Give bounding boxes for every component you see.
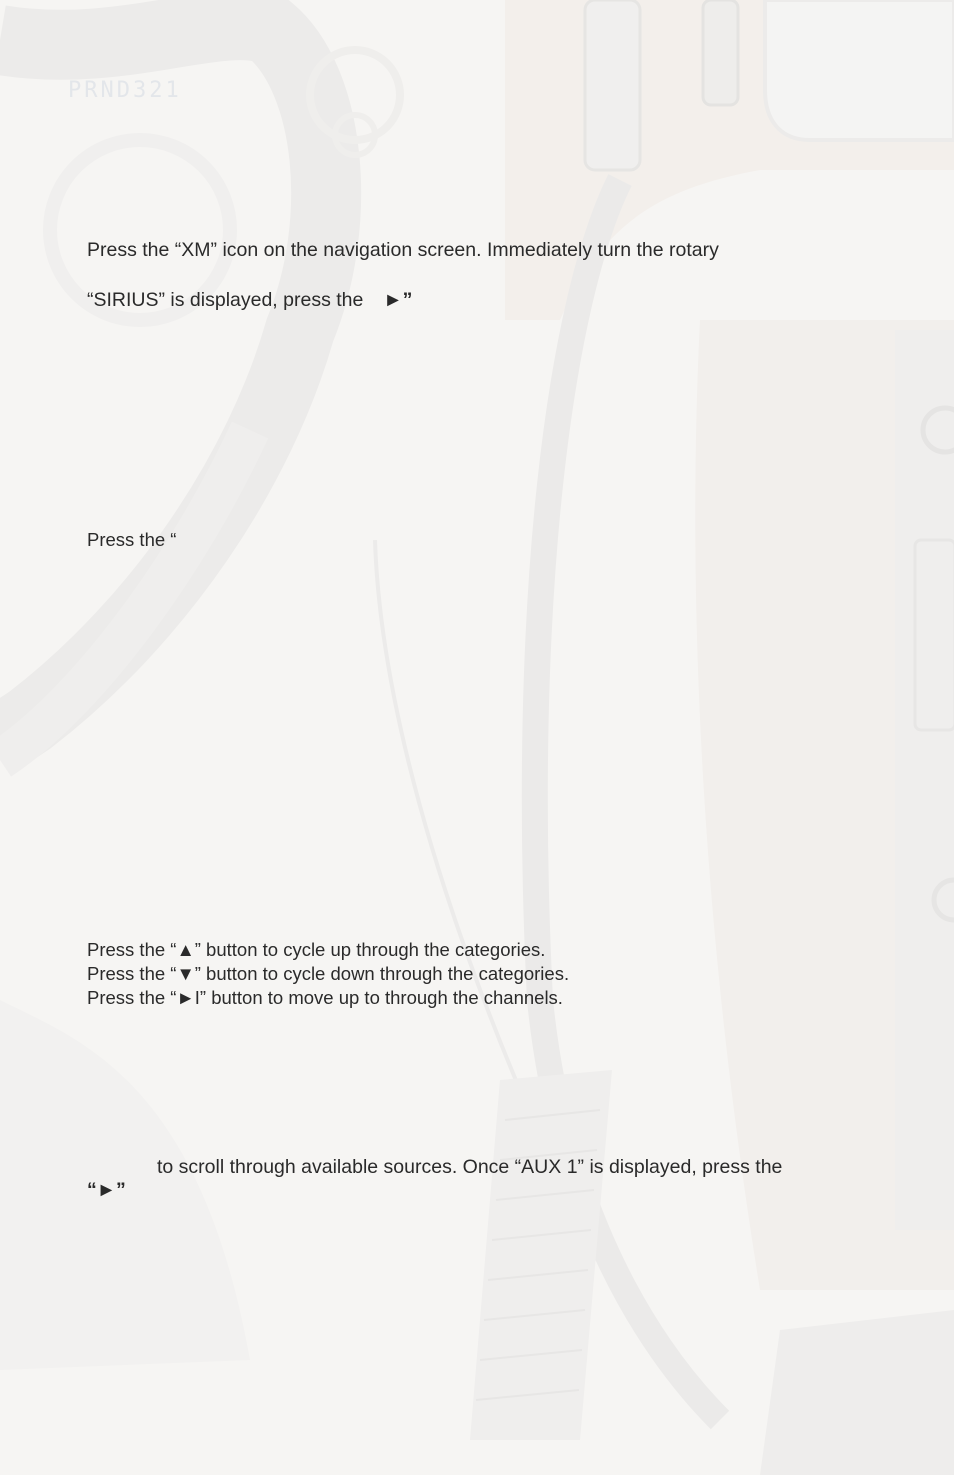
xm-instruction-play-glyph: ►” [383, 289, 413, 311]
categories-down-instruction: Press the “▼” button to cycle down through the categories. [87, 963, 570, 984]
channels-next-instruction: Press the “►I” button to move up to through the channels. [87, 987, 563, 1008]
xm-instruction-line-1: Press the “XM” icon on the navigation screen. Immediately turn the rotary [87, 239, 719, 261]
aux-instruction-play-glyph: “►” [87, 1179, 126, 1201]
xm-instruction-line-2-text: “SIRIUS” is displayed, press the [87, 289, 364, 311]
categories-up-instruction: Press the “▲” button to cycle up through the categories. [87, 939, 546, 960]
press-instruction-line: Press the “ [87, 529, 177, 550]
gauge-readout: PRND321 [68, 78, 182, 103]
xm-instruction-line-2 [87, 288, 412, 312]
aux-instruction-line-1: to scroll through available sources. Once “AUX 1” is displayed, press the [157, 1156, 783, 1178]
